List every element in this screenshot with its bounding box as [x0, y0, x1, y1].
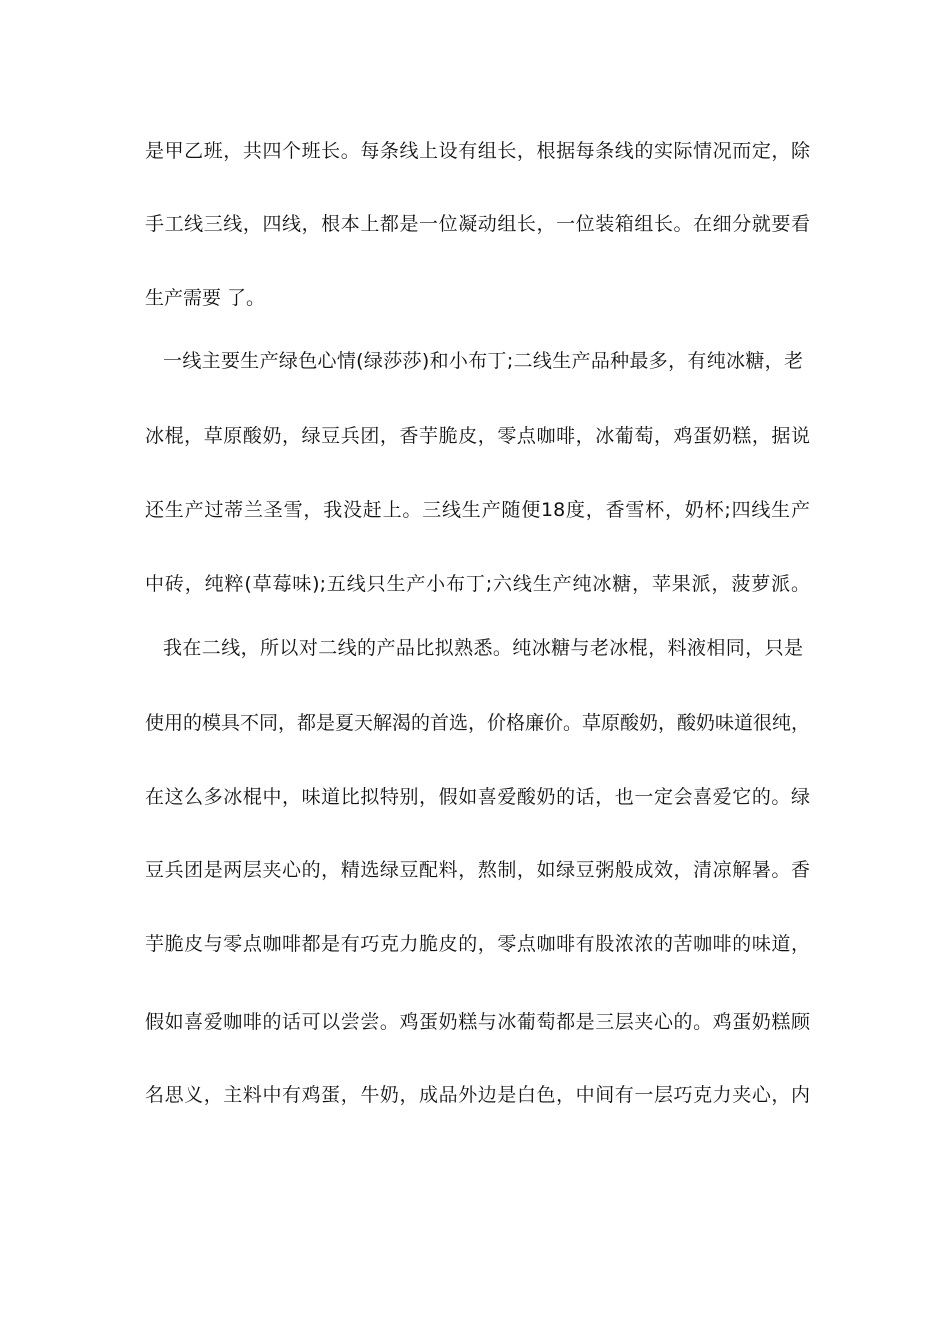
text-line-4: 一线主要生产绿色心情(绿莎莎)和小布丁;二线生产品种最多，有纯冰糖，老 — [163, 350, 803, 372]
text-line-10: 在这么多冰棍中，味道比拟特别，假如喜爱酸奶的话，也一定会喜爱它的。绿 — [145, 786, 810, 808]
text-line-5: 冰棍，草原酸奶，绿豆兵团，香芋脆皮，零点咖啡，冰葡萄，鸡蛋奶糕，据说 — [145, 425, 810, 447]
text-line-7: 中砖，纯粹(草莓味);五线只生产小布丁;六线生产纯冰糖，苹果派，菠萝派。 — [145, 573, 810, 595]
text-line-2: 手工线三线，四线，根本上都是一位凝动组长，一位装箱组长。在细分就要看 — [145, 213, 810, 235]
text-line-1: 是甲乙班，共四个班长。每条线上设有组长，根据每条线的实际情况而定，除 — [145, 140, 810, 162]
text-line-9: 使用的模具不同，都是夏天解渴的首选，价格廉价。草原酸奶，酸奶味道很纯， — [145, 712, 811, 734]
text-line-6: 还生产过蒂兰圣雪，我没赶上。三线生产随便18度，香雪杯，奶杯;四线生产 — [145, 499, 810, 521]
text-line-3: 生产需要 了。 — [145, 287, 266, 309]
text-line-14: 名思义，主料中有鸡蛋，牛奶，成品外边是白色，中间有一层巧克力夹心，内 — [145, 1084, 810, 1106]
text-line-12: 芋脆皮与零点咖啡都是有巧克力脆皮的，零点咖啡有股浓浓的苦咖啡的味道， — [145, 933, 810, 955]
text-line-11: 豆兵团是两层夹心的，精选绿豆配料，熬制，如绿豆粥般成效，清凉解暑。香 — [145, 859, 810, 881]
text-line-8: 我在二线，所以对二线的产品比拟熟悉。纯冰糖与老冰棍，料液相同，只是 — [163, 637, 803, 659]
text-line-13: 假如喜爱咖啡的话可以尝尝。鸡蛋奶糕与冰葡萄都是三层夹心的。鸡蛋奶糕顾 — [145, 1011, 810, 1033]
